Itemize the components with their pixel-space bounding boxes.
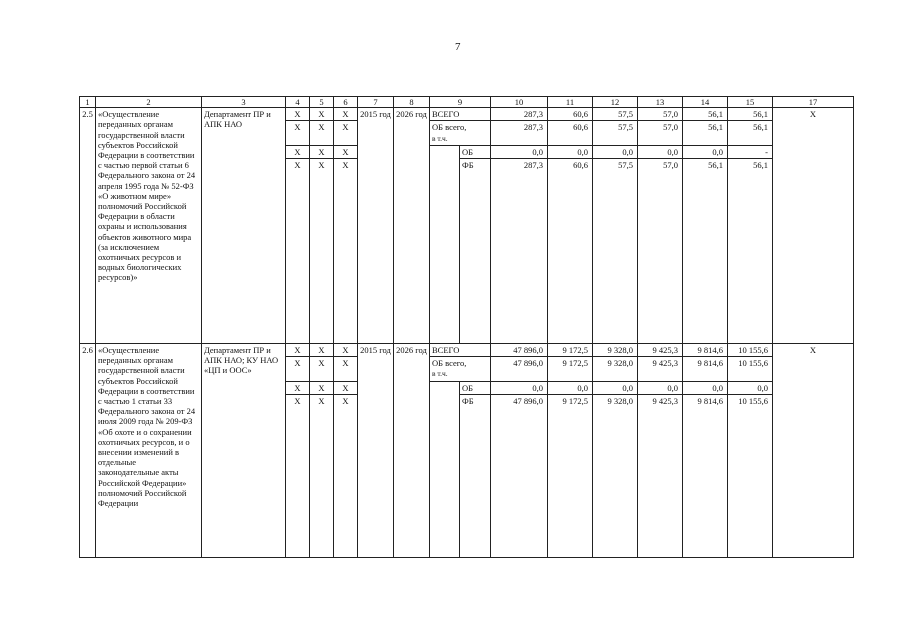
funding-value: 9 328,0 bbox=[593, 344, 638, 357]
funding-value: 60,6 bbox=[548, 121, 593, 145]
table-body bbox=[80, 97, 854, 558]
x-mark: X bbox=[334, 108, 358, 121]
funding-source-text: ОБ всего, bbox=[432, 358, 467, 369]
measure-description: «Осуществление переданных органам государственной власти субъектов Российской Федерации в соответствии с частью первой статьи 6 Федерального закона от 24 апреля 1995 года № 52-ФЗ «О животном мире» полномочий Российской Федерации в области охраны и использования объектов животного мира (за исключением охотничьих ресурсов и водных биологических ресурсов)» bbox=[96, 108, 202, 344]
funding-source-text: ОБ всего, bbox=[432, 122, 467, 133]
funding-source-label: ОБ bbox=[460, 381, 491, 394]
indent-cell bbox=[430, 145, 460, 343]
funding-value: 287,3 bbox=[491, 121, 548, 145]
header-cell: 13 bbox=[638, 97, 683, 108]
funding-value: 47 896,0 bbox=[491, 357, 548, 381]
funding-value: 9 814,6 bbox=[683, 357, 728, 381]
header-cell: 8 bbox=[394, 97, 430, 108]
x-mark: X bbox=[310, 159, 334, 344]
x-mark: X bbox=[334, 344, 358, 357]
table-row bbox=[80, 344, 854, 357]
x-mark: X bbox=[286, 145, 310, 158]
funding-value: - bbox=[728, 145, 773, 158]
funding-value: 0,0 bbox=[491, 145, 548, 158]
funding-source-text: ВСЕГО bbox=[432, 109, 460, 120]
x-mark: X bbox=[334, 159, 358, 344]
funding-source-label: ФБ bbox=[460, 394, 491, 557]
funding-value: 0,0 bbox=[683, 145, 728, 158]
funding-value: 9 425,3 bbox=[638, 394, 683, 557]
page-number: 7 bbox=[455, 41, 461, 53]
funding-value: 9 328,0 bbox=[593, 394, 638, 557]
measure-description: «Осуществление переданных органам государственной власти субъектов Российской Федерации в соответствии с частью 1 статьи 33 Федерального закона от 24 июля 2009 года № 209-ФЗ «Об охоте и о сохранении охотничьих ресурсов, и о внесении изменений в отдельные законодательные акты Российской Федерации» полномочий Российской Федерации bbox=[96, 344, 202, 558]
funding-source-text: ВСЕГО bbox=[432, 345, 460, 356]
header-cell: 14 bbox=[683, 97, 728, 108]
x-mark: X bbox=[286, 357, 310, 381]
funding-value: 56,1 bbox=[683, 159, 728, 344]
funding-source-subtext: в т.ч. bbox=[432, 133, 448, 143]
header-cell: 9 bbox=[430, 97, 491, 108]
funding-value: 287,3 bbox=[491, 108, 548, 121]
x-mark: X bbox=[310, 394, 334, 557]
funding-value: 0,0 bbox=[638, 145, 683, 158]
funding-value: 57,5 bbox=[593, 159, 638, 344]
funding-value: 0,0 bbox=[548, 381, 593, 394]
year-end: 2026 год bbox=[394, 108, 430, 344]
x-mark: X bbox=[286, 159, 310, 344]
x-mark: X bbox=[286, 381, 310, 394]
funding-value: 9 425,3 bbox=[638, 357, 683, 381]
header-cell: 4 bbox=[286, 97, 310, 108]
funding-value: 47 896,0 bbox=[491, 394, 548, 557]
funding-value: 57,0 bbox=[638, 108, 683, 121]
x-mark: X bbox=[334, 357, 358, 381]
x-mark: X bbox=[334, 121, 358, 145]
funding-source-subtext: в т.ч. bbox=[432, 369, 448, 379]
funding-value: 57,5 bbox=[593, 121, 638, 145]
header-cell: 11 bbox=[548, 97, 593, 108]
funding-value: 56,1 bbox=[728, 121, 773, 145]
x-mark: X bbox=[286, 344, 310, 357]
header-cell: 15 bbox=[728, 97, 773, 108]
funding-value: 9 814,6 bbox=[683, 394, 728, 557]
funding-value: 0,0 bbox=[593, 381, 638, 394]
header-row bbox=[80, 97, 854, 108]
funding-value: 56,1 bbox=[683, 121, 728, 145]
x-mark: X bbox=[310, 108, 334, 121]
funding-value: 10 155,6 bbox=[728, 344, 773, 357]
year-start: 2015 год bbox=[358, 344, 394, 558]
funding-value: 287,3 bbox=[491, 159, 548, 344]
funding-value: 60,6 bbox=[548, 159, 593, 344]
year-start: 2015 год bbox=[358, 108, 394, 344]
header-cell: 7 bbox=[358, 97, 394, 108]
funding-source-label bbox=[430, 344, 491, 357]
x-mark: X bbox=[334, 381, 358, 394]
header-cell: 6 bbox=[334, 97, 358, 108]
funding-source-label bbox=[430, 357, 491, 381]
program-table bbox=[79, 96, 854, 558]
executor: Департамент ПР и АПК НАО bbox=[202, 108, 286, 344]
x-mark: X bbox=[310, 344, 334, 357]
x-mark: X bbox=[310, 357, 334, 381]
funding-value: 9 172,5 bbox=[548, 344, 593, 357]
funding-value: 56,1 bbox=[683, 108, 728, 121]
funding-value: 57,5 bbox=[593, 108, 638, 121]
year-end: 2026 год bbox=[394, 344, 430, 558]
funding-value: 0,0 bbox=[593, 145, 638, 158]
column-17-mark: X bbox=[773, 344, 854, 558]
x-mark: X bbox=[286, 394, 310, 557]
funding-value: 9 425,3 bbox=[638, 344, 683, 357]
funding-value: 0,0 bbox=[638, 381, 683, 394]
header-cell: 12 bbox=[593, 97, 638, 108]
x-mark: X bbox=[310, 121, 334, 145]
funding-source-label bbox=[430, 121, 491, 145]
header-cell: 2 bbox=[96, 97, 202, 108]
funding-value: 56,1 bbox=[728, 108, 773, 121]
row-number: 2.6 bbox=[80, 344, 96, 558]
funding-value: 10 155,6 bbox=[728, 394, 773, 557]
funding-value: 9 328,0 bbox=[593, 357, 638, 381]
funding-value: 57,0 bbox=[638, 159, 683, 344]
funding-value: 0,0 bbox=[683, 381, 728, 394]
x-mark: X bbox=[286, 108, 310, 121]
header-cell: 3 bbox=[202, 97, 286, 108]
executor: Департамент ПР и АПК НАО; КУ НАО «ЦП и ООС» bbox=[202, 344, 286, 558]
table-row bbox=[80, 108, 854, 121]
funding-value: 60,6 bbox=[548, 108, 593, 121]
funding-value: 9 172,5 bbox=[548, 357, 593, 381]
header-cell: 5 bbox=[310, 97, 334, 108]
column-17-mark: X bbox=[773, 108, 854, 344]
x-mark: X bbox=[310, 145, 334, 158]
x-mark: X bbox=[334, 394, 358, 557]
x-mark: X bbox=[286, 121, 310, 145]
funding-value: 56,1 bbox=[728, 159, 773, 344]
header-cell: 10 bbox=[491, 97, 548, 108]
funding-source-label bbox=[430, 108, 491, 121]
funding-value: 10 155,6 bbox=[728, 357, 773, 381]
indent-cell bbox=[430, 381, 460, 557]
funding-value: 9 172,5 bbox=[548, 394, 593, 557]
funding-source-label: ФБ bbox=[460, 159, 491, 344]
funding-value: 0,0 bbox=[728, 381, 773, 394]
funding-source-label: ОБ bbox=[460, 145, 491, 158]
x-mark: X bbox=[310, 381, 334, 394]
header-cell: 17 bbox=[773, 97, 854, 108]
funding-value: 0,0 bbox=[491, 381, 548, 394]
funding-value: 9 814,6 bbox=[683, 344, 728, 357]
funding-value: 57,0 bbox=[638, 121, 683, 145]
x-mark: X bbox=[334, 145, 358, 158]
funding-value: 47 896,0 bbox=[491, 344, 548, 357]
funding-value: 0,0 bbox=[548, 145, 593, 158]
header-cell: 1 bbox=[80, 97, 96, 108]
row-number: 2.5 bbox=[80, 108, 96, 344]
